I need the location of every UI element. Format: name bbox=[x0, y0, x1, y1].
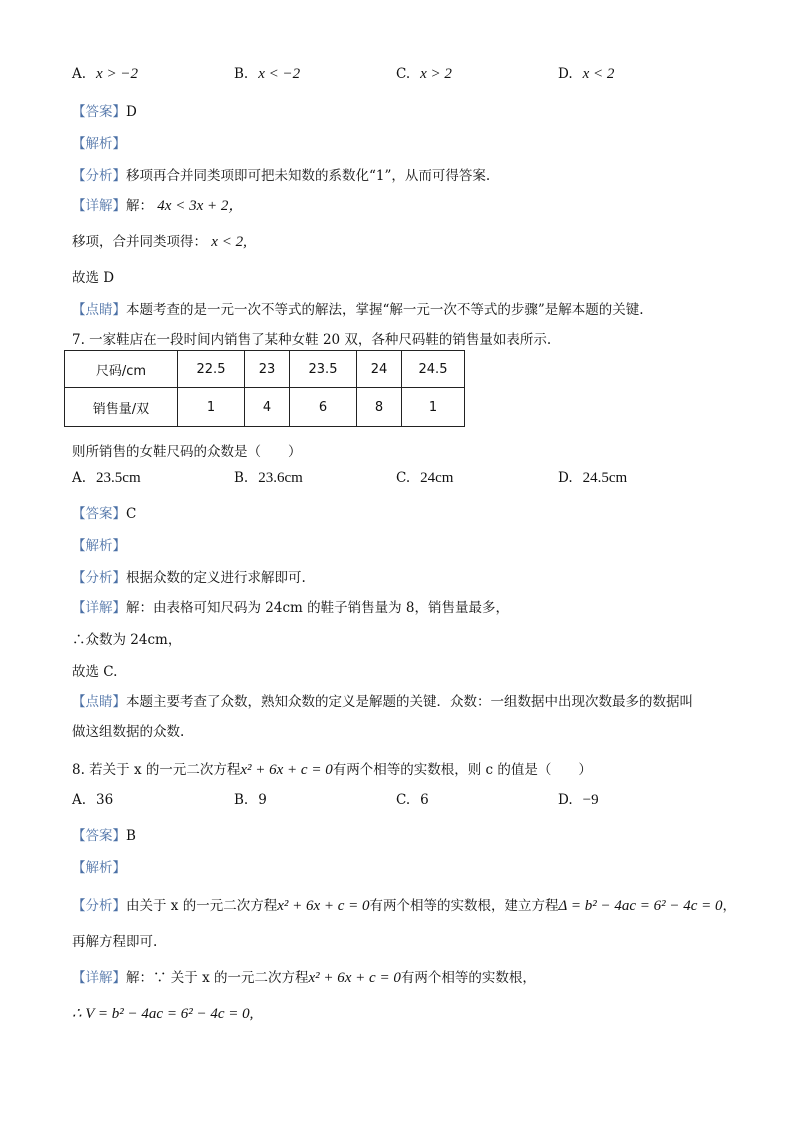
q7-option-b[interactable]: B. 23.6cm bbox=[234, 470, 303, 486]
q7-xiangjie: 【详解】解：由表格可知尺码为 24cm 的鞋子销售量为 8，销售量最多， bbox=[72, 600, 510, 616]
q6-analysis-heading: 【解析】 bbox=[72, 136, 126, 152]
q6-dianjing: 【点睛】本题考查的是一元一次不等式的解法，掌握“解一元一次不等式的步骤”是解本题的关键. bbox=[72, 302, 644, 318]
q7-stem: 7. 一家鞋店在一段时间内销售了某种女鞋 20 双，各种尺码鞋的销售量如表所示. bbox=[72, 332, 552, 348]
q6-answer: 【答案】D bbox=[72, 104, 137, 120]
q8-option-a[interactable]: A. 36 bbox=[72, 792, 114, 808]
q7-dianjing-cont: 做这组数据的众数. bbox=[72, 724, 185, 740]
q7-option-c[interactable]: C. 24cm bbox=[396, 470, 454, 486]
q8-option-b[interactable]: B. 9 bbox=[234, 792, 267, 808]
q7-fenxi: 【分析】根据众数的定义进行求解即可. bbox=[72, 570, 306, 586]
table-cell: 4 bbox=[245, 388, 290, 427]
table-header-count: 销售量/双 bbox=[65, 388, 178, 427]
q7-step-2: 故选 C. bbox=[72, 664, 118, 680]
q7-analysis-heading: 【解析】 bbox=[72, 538, 126, 554]
q6-step-1: 移项，合并同类项得： x < 2, bbox=[72, 234, 247, 250]
table-row bbox=[65, 388, 465, 427]
table-cell: 24.5 bbox=[402, 351, 465, 388]
table-header-size: 尺码/cm bbox=[65, 351, 178, 388]
q7-option-a[interactable]: A. 23.5cm bbox=[72, 470, 141, 486]
table-cell: 1 bbox=[178, 388, 245, 427]
q8-fenxi: 【分析】由关于 x 的一元二次方程x² + 6x + c = 0有两个相等的实数根，建立方程Δ = b² − 4ac = 6² − 4c = 0， bbox=[72, 898, 736, 914]
q6-option-c[interactable]: C. x > 2 bbox=[396, 66, 452, 82]
q8-option-c[interactable]: C. 6 bbox=[396, 792, 429, 808]
table-cell: 23 bbox=[245, 351, 290, 388]
q7-dianjing: 【点睛】本题主要考查了众数，熟知众数的定义是解题的关键．众数：一组数据中出现次数最多的数据叫 bbox=[72, 694, 693, 710]
q6-xiangjie: 【详解】解： 4x < 3x + 2， bbox=[72, 198, 244, 214]
q8-fenxi-cont: 再解方程即可. bbox=[72, 934, 158, 950]
q6-step-2: 故选 D bbox=[72, 270, 115, 286]
q7-answer: 【答案】C bbox=[72, 506, 137, 522]
table-cell: 6 bbox=[290, 388, 357, 427]
table-cell: 22.5 bbox=[178, 351, 245, 388]
q8-option-d[interactable]: D. −9 bbox=[558, 792, 599, 808]
q8-stem: 8. 若关于 x 的一元二次方程x² + 6x + c = 0有两个相等的实数根，则 c 的值是（ ） bbox=[72, 762, 592, 778]
q8-xiangjie: 【详解】解：∵ 关于 x 的一元二次方程x² + 6x + c = 0有两个相等的实数根， bbox=[72, 970, 536, 986]
table-cell: 1 bbox=[402, 388, 465, 427]
q6-option-a[interactable]: A. x > −2 bbox=[72, 66, 138, 82]
q7-option-d[interactable]: D. 24.5cm bbox=[558, 470, 628, 486]
q7-size-table bbox=[64, 350, 465, 427]
q8-step-1: ∴ V = b² − 4ac = 6² − 4c = 0, bbox=[72, 1006, 254, 1022]
table-row bbox=[65, 351, 465, 388]
q8-analysis-heading: 【解析】 bbox=[72, 860, 126, 876]
q6-option-d[interactable]: D. x < 2 bbox=[558, 66, 615, 82]
q6-option-b[interactable]: B. x < −2 bbox=[234, 66, 301, 82]
table-cell: 24 bbox=[357, 351, 402, 388]
table-cell: 8 bbox=[357, 388, 402, 427]
table-cell: 23.5 bbox=[290, 351, 357, 388]
q7-step-1: ∴众数为 24cm， bbox=[72, 632, 182, 648]
q8-answer: 【答案】B bbox=[72, 828, 136, 844]
q6-fenxi: 【分析】移项再合并同类项即可把未知数的系数化“1”，从而可得答案. bbox=[72, 168, 491, 184]
q7-question: 则所销售的女鞋尺码的众数是（ ） bbox=[72, 444, 302, 460]
